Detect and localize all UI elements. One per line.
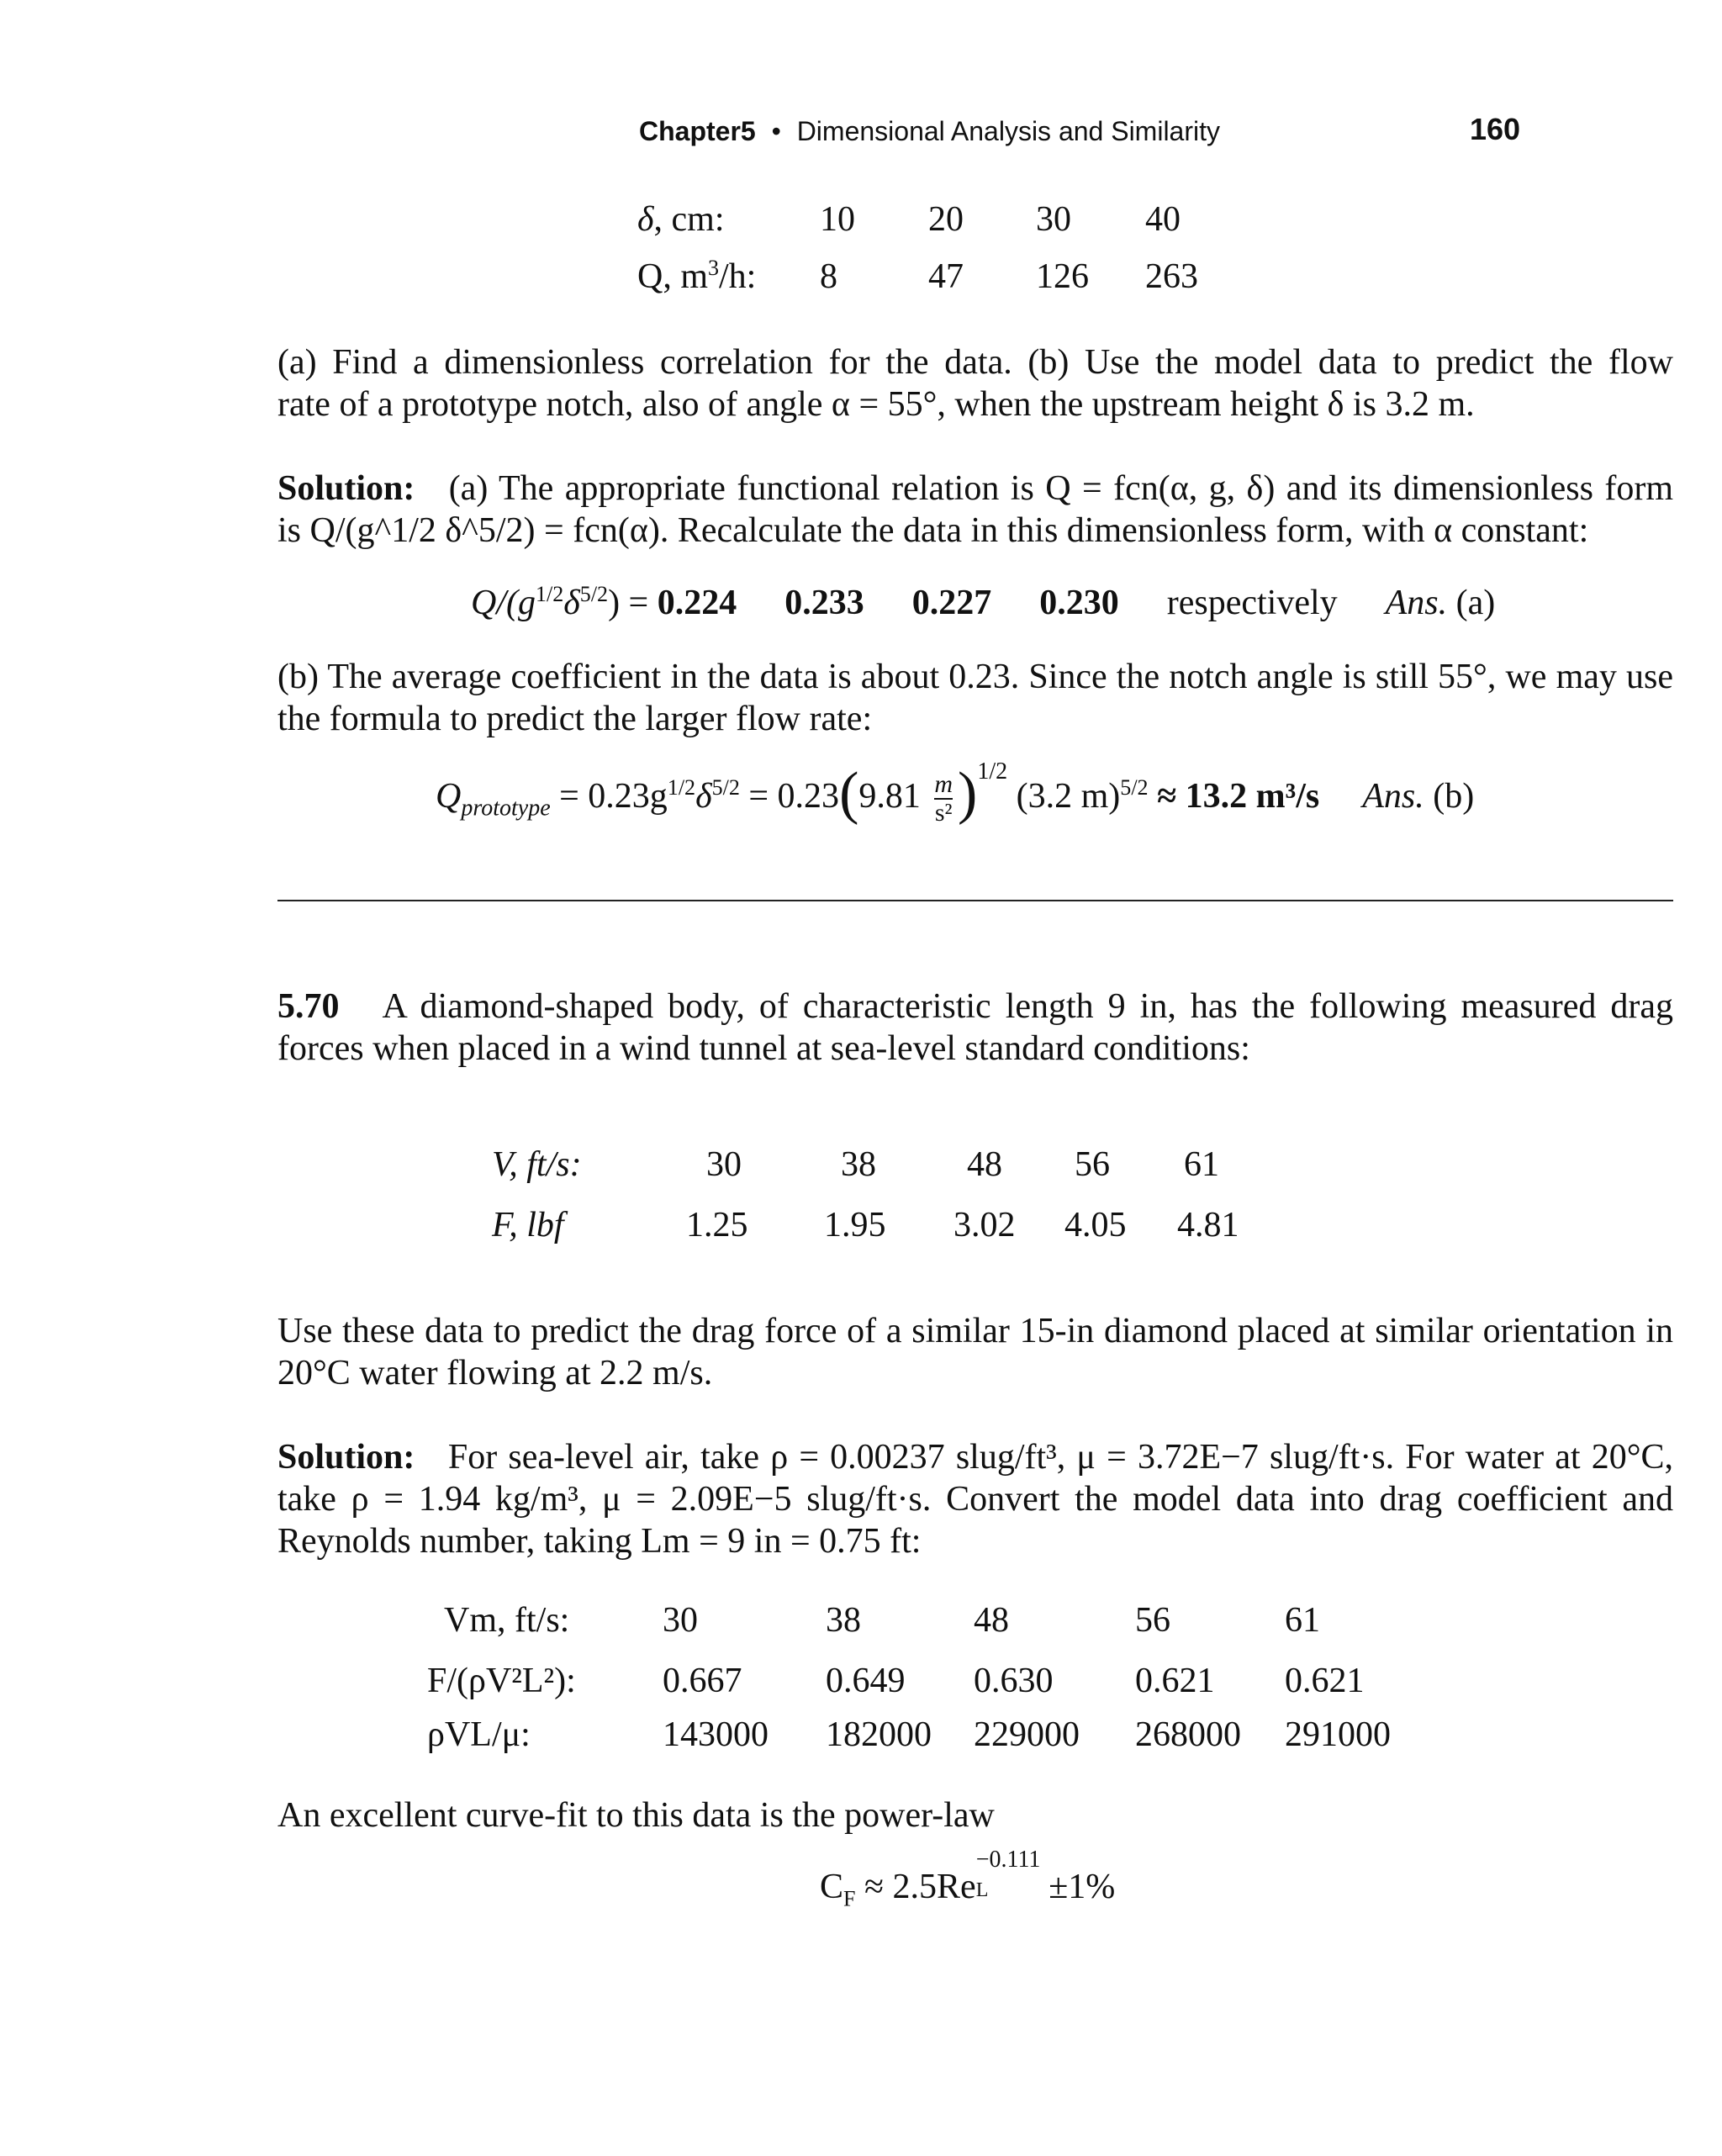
eq1-respectively: respectively [1166,584,1338,622]
t2-row2-cell: 0.667 [663,1662,742,1700]
t2-row3-cell: 291000 [1285,1715,1391,1754]
table1-row2-cell: 8 [820,257,837,296]
solution-569-line1: (a) The appropriate functional relation is Q = fcn(α, g, δ) and its dimensionless form [448,469,1674,508]
solution-570-line1: For sea-level air, take ρ = 0.00237 slug/ft³, μ = 3.72E−7 slug/ft·s. For water at 20°C, [447,1438,1674,1477]
problem-569-line1: (a) Find a dimensionless correlation for the data. (b) Use the model data to predict the flow [277,343,1673,382]
problem-570-text [277,986,1673,1070]
power-law-equation: $C_F \approx 2.5Re$ −0.111 L ±1% [820,1847,1116,1911]
eq1-value: 0.233 [784,584,864,622]
t2-row3-cell: 143000 [663,1715,769,1754]
solution-label: Solution: [277,1438,415,1477]
part-b-line1: (b) The average coefficient in the data is about 0.23. Since the notch angle is still 55°, we may use [277,658,1673,696]
table-f-cell: 4.81 [1177,1206,1239,1244]
solution-569-line2: is Q/(g^1/2 δ^5/2) = fcn(α). Recalculate the data in this dimensionless form, with α constant: [277,511,1589,550]
dimensionless-equation: $Q/(g^{1/2}\delta^{5/2}) = 0.224$ 0.233 0.227 0.230 respectively Ans. (a) [471,582,1496,622]
question-line2: 20°C water flowing at 2.2 m/s. [277,1354,713,1392]
problem-570-question [277,1310,1673,1394]
table1-row1-cell: 40 [1145,200,1181,239]
curve-fit-text: An excellent curve-fit to this data is the power-law [277,1796,995,1835]
table-v-cell: 38 [841,1145,876,1184]
solution-569-text [277,468,1673,552]
question-line1: Use these data to predict the drag force of a similar 15-in diamond placed at similar orientation in [277,1312,1673,1350]
prototype-flow-equation: $Q_{prototype} = 0.23g^{1/2}\delta^{5/2} = 0.23(9.81$ $\frac{m}{\text{s²}}$ )$^{1/2}$ (3.2 m)$^{5/2}$ ≈ 13.2 m³/s Ans. (b) [436,758,1475,827]
table1-row1-label: δ, cm: [637,200,725,239]
t2-row2-cell: 0.621 [1285,1662,1365,1700]
table1-row1-cell: 10 [820,200,855,239]
t2-row2-cell: 0.630 [974,1662,1054,1700]
table1-row1-cell: 20 [928,200,964,239]
eq1-value: 0.224 [657,584,737,622]
table-v-cell: 30 [706,1145,742,1184]
chapter-title: Dimensional Analysis and Similarity [796,116,1220,146]
t2-row1-cell: 30 [663,1601,698,1640]
page-header [639,114,1220,148]
t2-row1-cell: 38 [826,1601,861,1640]
table1-row2-cell: 126 [1036,257,1089,296]
eq1-value: 0.230 [1039,584,1119,622]
table-v-cell: 48 [967,1145,1002,1184]
table1-row2-cell: 263 [1145,257,1198,296]
solution-570-line3: Reynolds number, taking Lm = 9 in = 0.75 ft: [277,1522,922,1561]
table-v-label: V, ft/s: [492,1145,582,1184]
t2-row3-cell: 182000 [826,1715,932,1754]
t2-row3-cell: 268000 [1135,1715,1241,1754]
eq1-value: 0.227 [911,584,992,622]
t2-row1-cell: 61 [1285,1601,1320,1640]
t2-row1-cell: 56 [1135,1601,1170,1640]
solution-570-text [277,1436,1673,1562]
chapter-label: Chapter5 [639,116,756,146]
table-f-cell: 1.25 [686,1206,748,1244]
t2-row2-cell: 0.649 [826,1662,906,1700]
ans-a: (a) [1455,584,1496,622]
problem-570-line2: forces when placed in a wind tunnel at sea-level standard conditions: [277,1029,1250,1068]
table-f-cell: 4.05 [1064,1206,1127,1244]
part-b-line2: the formula to predict the larger flow rate: [277,700,873,738]
solution-label: Solution: [277,469,415,508]
table-v-cell: 61 [1184,1145,1219,1184]
ans-b: (b) [1433,777,1475,816]
table-f-cell: 3.02 [953,1206,1016,1244]
problem-divider [277,900,1673,901]
problem-569-text [277,341,1673,425]
table-v-cell: 56 [1075,1145,1110,1184]
solution-570-line2: take ρ = 1.94 kg/m³, μ = 2.09E−5 slug/ft·s. Convert the model data into drag coefficient and [277,1480,1673,1519]
table-f-cell: 1.95 [824,1206,886,1244]
table1-row2-label: Q, $m^3/h$: [637,256,757,296]
ans-label: Ans. [1385,584,1448,622]
t2-row2-cell: 0.621 [1135,1662,1215,1700]
table1-row2-cell: 47 [928,257,964,296]
problem-569-line2: rate of a prototype notch, also of angle α = 55°, when the upstream height δ is 3.2 m. [277,385,1475,424]
problem-570-line1: A diamond-shaped body, of characteristic length 9 in, has the following measured drag [382,987,1674,1026]
table1-row1-cell: 30 [1036,200,1071,239]
page-number: 160 [1470,112,1521,146]
problem-number: 5.70 [277,987,340,1026]
t2-row2-label: F/(ρV²L²): [427,1662,576,1700]
prototype-flow-result: ≈ 13.2 m³/s [1157,777,1320,816]
header-bullet: • [771,116,781,146]
t2-row1-label: Vm, ft/s: [444,1601,570,1640]
t2-row3-cell: 229000 [974,1715,1080,1754]
t2-row1-cell: 48 [974,1601,1009,1640]
part-b-text [277,656,1673,740]
t2-row3-label: ρVL/μ: [427,1715,531,1754]
table-f-label: F, lbf [492,1206,564,1244]
